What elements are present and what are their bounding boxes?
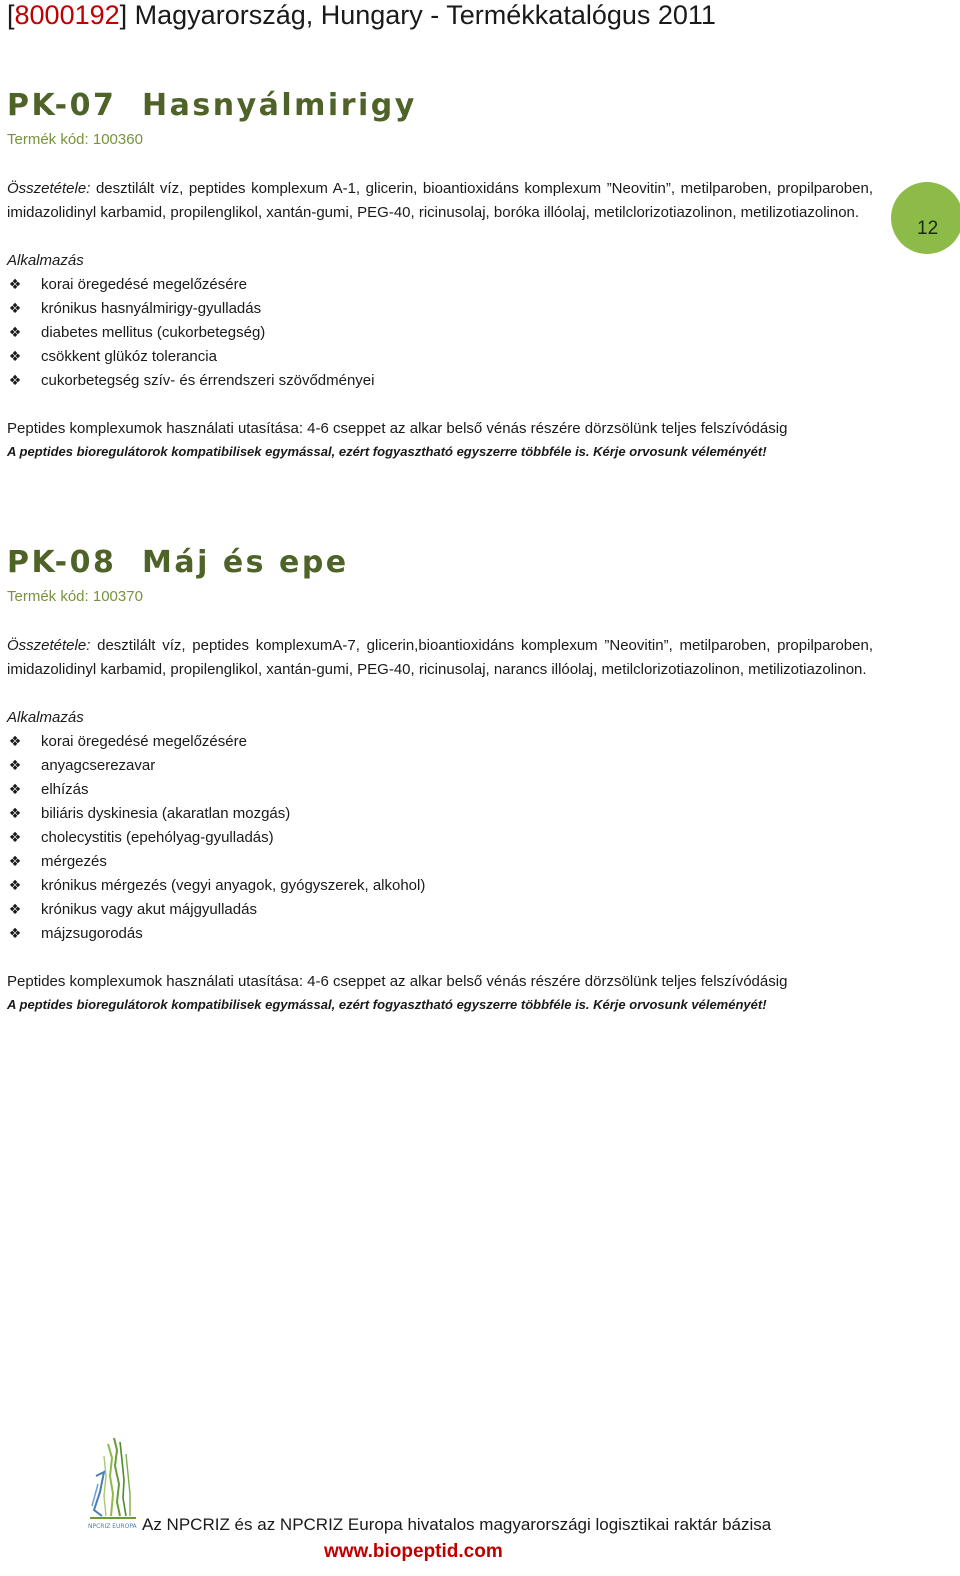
page-number: 12 — [917, 218, 939, 239]
composition-label: Összetétele: — [7, 180, 91, 197]
product-code: Termék kód: 100360 — [7, 131, 143, 148]
application-heading: Alkalmazás — [7, 252, 84, 269]
diamond-bullet-icon: ❖ — [8, 758, 22, 774]
diamond-bullet-icon: ❖ — [8, 854, 22, 870]
header-bracket-open: [ — [7, 0, 15, 30]
diamond-bullet-icon: ❖ — [8, 902, 22, 918]
list-item: ❖ krónikus vagy akut májgyulladás — [7, 898, 873, 922]
diamond-bullet-icon: ❖ — [8, 325, 22, 341]
composition — [7, 634, 873, 682]
footer-url-link[interactable]: www.biopeptid.com — [324, 1541, 503, 1562]
product-title — [7, 84, 873, 128]
product-pk-08 — [7, 541, 873, 1016]
composition-label: Összetétele: — [7, 637, 91, 654]
diamond-bullet-icon: ❖ — [8, 926, 22, 942]
header-bracket-close: ] — [119, 0, 128, 30]
list-item: ❖ májzsugorodás — [7, 922, 873, 946]
product-name: Máj és epe — [142, 545, 349, 580]
catalog-header — [7, 0, 716, 30]
list-item: ❖ krónikus mérgezés (vegyi anyagok, gyógyszerek, alkohol) — [7, 874, 873, 898]
list-item: ❖ anyagcserezavar — [7, 754, 873, 778]
uses-list — [7, 730, 873, 946]
list-item: ❖ diabetes mellitus (cukorbetegség) — [7, 321, 873, 345]
diamond-bullet-icon: ❖ — [8, 349, 22, 365]
compatibility-note: A peptides bioregulátorok kompatibilisek egymással, ezért fogyasztható egyszerre többféle is. Kérje orvosunk véleményét! — [7, 997, 767, 1012]
diamond-bullet-icon: ❖ — [8, 806, 22, 822]
catalog-title: Magyarország, Hungary - Termékkatalógus 2011 — [127, 0, 716, 30]
list-item: ❖ elhízás — [7, 778, 873, 802]
logo-text: NPCRIZ EUROPA — [88, 1523, 137, 1530]
list-item: ❖ mérgezés — [7, 850, 873, 874]
composition-text: desztilált víz, peptides komplexumA-7, glicerin,bioantioxidáns komplexum ”Neovitin”, metilparoben, propilparoben, imidazolidinyl karbamid, propilenglikol, xantán-gumi, PEG-40, ricinusolaj, narancs illóolaj, metilclorizotiazolinon, metilizotiazolinon. — [7, 637, 873, 678]
diamond-bullet-icon: ❖ — [8, 734, 22, 750]
application-heading: Alkalmazás — [7, 709, 84, 726]
list-item: ❖ krónikus hasnyálmirigy-gyulladás — [7, 297, 873, 321]
list-item: ❖ cholecystitis (epehólyag-gyulladás) — [7, 826, 873, 850]
footer-text: Az NPCRIZ és az NPCRIZ Europa hivatalos magyarországi logisztikai raktár bázisa — [142, 1515, 772, 1534]
composition — [7, 177, 873, 225]
diamond-bullet-icon: ❖ — [8, 782, 22, 798]
diamond-bullet-icon: ❖ — [8, 373, 22, 389]
list-item: ❖ biliáris dyskinesia (akaratlan mozgás) — [7, 802, 873, 826]
page-number-badge — [891, 182, 960, 254]
diamond-bullet-icon: ❖ — [8, 878, 22, 894]
product-name: Hasnyálmirigy — [142, 88, 417, 123]
product-id: PK-08 — [7, 545, 117, 580]
usage-instructions: Peptides komplexumok használati utasítása: 4-6 cseppet az alkar belső vénás részére dörzsölünk teljes felszívódásig — [7, 973, 788, 990]
list-item: ❖ csökkent glükóz tolerancia — [7, 345, 873, 369]
product-id: PK-07 — [7, 88, 117, 123]
list-item: ❖ cukorbetegség szív- és érrendszeri szövődményei — [7, 369, 873, 393]
product-title — [7, 541, 873, 585]
uses-list — [7, 273, 873, 393]
list-item: ❖ korai öregedésé megelőzésére — [7, 273, 873, 297]
product-code: Termék kód: 100370 — [7, 588, 143, 605]
list-item: ❖ korai öregedésé megelőzésére — [7, 730, 873, 754]
composition-text: desztilált víz, peptides komplexum A-1, glicerin, bioantioxidáns komplexum ”Neovitin”, metilparoben, propilparoben, imidazolidinyl karbamid, propilenglikol, xantán-gumi, PEG-40, ricinusolaj, boróka illóolaj, metilclorizotiazolinon, metilizotiazolinon. — [7, 180, 873, 221]
compatibility-note: A peptides bioregulátorok kompatibilisek egymással, ezért fogyasztható egyszerre többféle is. Kérje orvosunk véleményét! — [7, 444, 767, 459]
diamond-bullet-icon: ❖ — [8, 277, 22, 293]
diamond-bullet-icon: ❖ — [8, 830, 22, 846]
catalog-code: 8000192 — [14, 0, 120, 30]
npcriz-logo-icon — [86, 1436, 140, 1532]
diamond-bullet-icon: ❖ — [8, 301, 22, 317]
product-pk-07 — [7, 84, 873, 463]
usage-instructions: Peptides komplexumok használati utasítása: 4-6 cseppet az alkar belső vénás részére dörzsölünk teljes felszívódásig — [7, 420, 788, 437]
